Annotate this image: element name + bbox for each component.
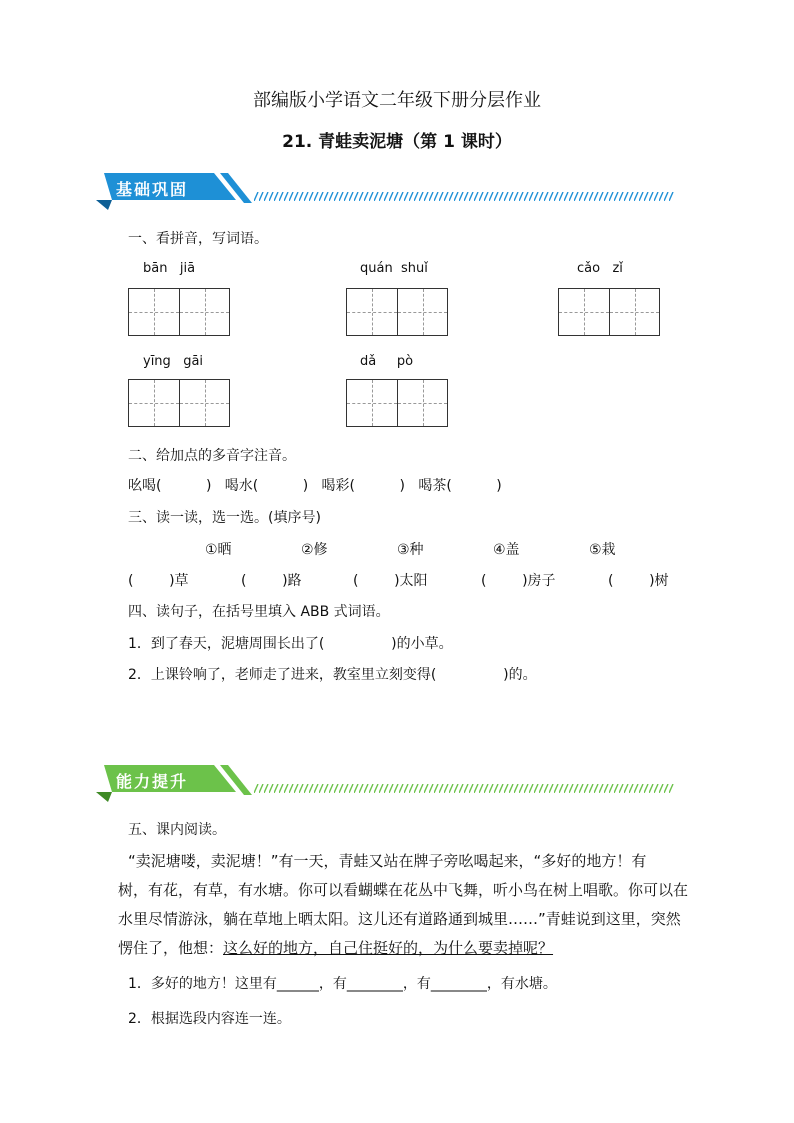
hatch-divider-advanced [254,784,674,793]
q3-option-2: ②修 [301,542,328,558]
writing-grid-2[interactable] [346,288,448,336]
hatch-divider-basic [254,192,674,201]
section-title-advanced: 能力提升 [116,772,189,791]
q4-title: 四、读句子，在括号里填入 ABB 式词语。 [128,604,390,620]
reading-underlined-sentence: 这么好的地方，自己住挺好的，为什么要卖掉呢？ [223,939,554,957]
writing-grid-4[interactable] [128,379,230,427]
section-title-basic: 基础巩固 [116,180,189,199]
q3-option-3: ③种 [397,542,424,558]
q3-option-4: ④盖 [493,542,520,558]
q1-title: 一、看拼音，写词语。 [128,231,268,247]
writing-grid-1[interactable] [128,288,230,336]
q3-blank-3[interactable]: ( )太阳 [353,573,428,589]
reading-line-3: 水里尽情游泳，躺在草地上晒太阳。这儿还有道路通到城里……”青蛙说到这里，突然 [118,910,681,928]
q3-blank-4[interactable]: ( )房子 [481,573,556,589]
q4-sentence-2[interactable]: 2．上课铃响了，老师走了进来，教室里立刻变得( )的。 [128,667,537,683]
pinyin-2: quán shuǐ [360,261,428,276]
q2-title: 二、给加点的多音字注音。 [128,448,296,464]
q5-sub-question-2: 2．根据选段内容连一连。 [128,1011,291,1027]
q3-blank-2[interactable]: ( )路 [241,573,302,589]
lesson-title: 21. 青蛙卖泥塘（第 1 课时） [282,132,512,152]
reading-line-4-plain: 愣住了，他想： [118,939,224,957]
pinyin-5: dǎ pò [360,354,414,369]
pinyin-3: cǎo zǐ [577,261,623,276]
pinyin-1: bān jiā [143,261,196,276]
reading-line-1: “卖泥塘喽，卖泥塘！”有一天，青蛙又站在牌子旁吆喝起来，“多好的地方！有 [128,852,647,870]
q3-blank-1[interactable]: ( )草 [128,573,189,589]
section-badge-basic [96,170,676,212]
worksheet-title: 部编版小学语文二年级下册分层作业 [253,90,541,111]
reading-line-2: 树，有花，有草，有水塘。你可以看蝴蝶在花丛中飞舞，听小鸟在树上唱歌。你可以在 [118,881,689,899]
writing-grid-3[interactable] [558,288,660,336]
q3-blank-5[interactable]: ( )树 [608,573,669,589]
q4-sentence-1[interactable]: 1．到了春天，泥塘周围长出了( )的小草。 [128,636,453,652]
q5-title: 五、课内阅读。 [128,822,226,838]
q3-option-5: ⑤栽 [589,542,616,558]
q3-title: 三、读一读，选一选。(填序号) [128,510,321,526]
q3-option-1: ①晒 [205,542,232,558]
pinyin-4: yīng gāi [143,354,204,369]
writing-grid-5[interactable] [346,379,448,427]
reading-line-4 [118,937,553,959]
q5-sub-question-1[interactable]: 1．多好的地方！这里有______，有________，有________，有水塘。 [128,976,557,992]
q2-blanks[interactable]: 吆喝( ) 喝水( ) 喝彩( ) 喝茶( ) [128,478,502,494]
section-badge-advanced [96,762,676,804]
